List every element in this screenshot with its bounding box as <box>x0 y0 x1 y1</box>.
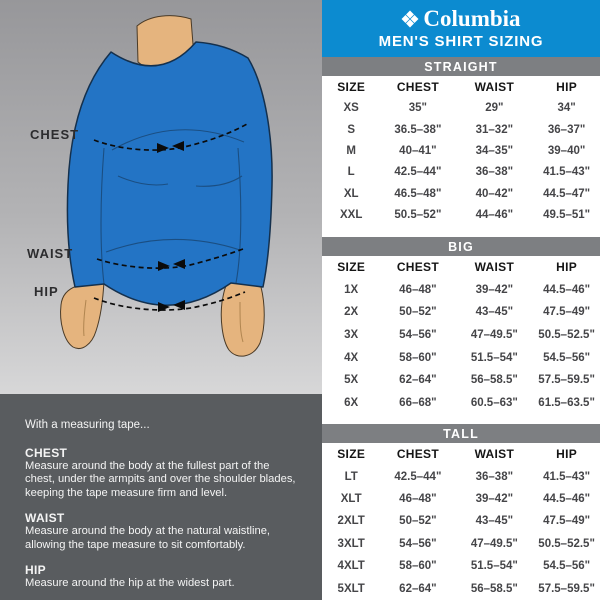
measurement-cell: 58–60" <box>399 351 437 364</box>
measurement-cell: 36–37" <box>547 123 586 136</box>
brand-header <box>322 0 600 57</box>
hip-instruction-text: Measure around the hip at the widest part. <box>25 577 235 590</box>
column-header-hip: HIP <box>556 447 578 462</box>
measurement-cell: 54.5–56" <box>543 351 591 364</box>
column-header-size: SIZE <box>337 260 366 275</box>
measurement-cell: 56–58.5" <box>470 582 518 595</box>
measurement-cell: 36–38" <box>475 470 514 483</box>
size-cell: LT <box>344 470 358 483</box>
size-cell: 2XLT <box>337 515 365 528</box>
shirt-shape <box>67 42 272 305</box>
waist-instruction <box>25 511 298 552</box>
section-bar-straight: STRAIGHT <box>322 57 600 76</box>
size-cell: L <box>347 166 355 179</box>
measurement-cell: 43–45" <box>475 515 514 528</box>
measurement-cell: 49.5–51" <box>543 209 591 222</box>
measurement-cell: 47–49.5" <box>470 537 518 550</box>
measurement-cell: 34–35" <box>475 144 514 157</box>
size-cell: 3X <box>344 328 359 341</box>
measurement-cell: 34" <box>557 102 576 115</box>
measurement-cell: 39–42" <box>475 493 514 506</box>
sizing-tables-column <box>322 0 600 600</box>
size-cell: 6X <box>344 396 359 409</box>
measurement-cell: 46–48" <box>399 493 437 506</box>
column-header-size: SIZE <box>337 447 366 462</box>
size-cell: 4XLT <box>337 560 365 573</box>
shirt-measurement-illustration <box>0 0 322 394</box>
measurement-cell: 36–38" <box>475 166 514 179</box>
size-table-big <box>322 256 600 414</box>
column-header-chest: CHEST <box>396 260 439 275</box>
chest-instruction <box>25 446 298 500</box>
measurement-cell: 36.5–38" <box>394 123 442 136</box>
measurement-cell: 29" <box>485 102 504 115</box>
size-cell: XS <box>343 102 359 115</box>
measurement-cell: 44–46" <box>475 209 514 222</box>
measurement-cell: 40–42" <box>475 187 514 200</box>
left-hand-shape <box>61 281 104 349</box>
measurement-cell: 58–60" <box>399 560 437 573</box>
measurement-cell: 47.5–49" <box>543 306 591 319</box>
measurement-cell: 62–64" <box>399 374 437 387</box>
section-bar-tall: TALL <box>322 424 600 443</box>
instructions-intro: With a measuring tape... <box>25 419 150 431</box>
measurement-cell: 60.5–63" <box>470 396 518 409</box>
measurement-cell: 31–32" <box>475 123 514 136</box>
size-table-tall <box>322 443 600 600</box>
measurement-figure-panel <box>0 0 322 394</box>
measurement-cell: 61.5–63.5" <box>538 396 595 409</box>
measurement-cell: 46.5–48" <box>394 187 442 200</box>
size-cell: 4X <box>344 351 359 364</box>
page-title: MEN'S SHIRT SIZING <box>378 33 544 50</box>
measurement-cell: 62–64" <box>399 582 437 595</box>
measurement-cell: 46–48" <box>399 283 437 296</box>
waist-label: WAIST <box>27 246 74 261</box>
hip-instruction-heading: HIP <box>25 563 46 578</box>
measurement-cell: 35" <box>408 102 428 115</box>
measurement-cell: 42.5–44" <box>394 470 442 483</box>
size-cell: 1X <box>344 283 359 296</box>
column-header-chest: CHEST <box>396 79 439 94</box>
size-cell: M <box>346 144 356 157</box>
measurement-cell: 51.5–54" <box>470 351 518 364</box>
column-header-hip: HIP <box>556 260 578 275</box>
size-cell: 5X <box>344 374 359 387</box>
column-header-waist: WAIST <box>474 260 515 275</box>
waist-instruction-text: Measure around the body at the natural waistline, allowing the tape measure to sit comfortably. <box>25 525 271 551</box>
table-gap <box>322 414 600 424</box>
brand-wordmark: Columbia <box>423 6 521 31</box>
measurement-cell: 44.5–47" <box>543 187 591 200</box>
chest-instruction-text: Measure around the body at the fullest part of the chest, under the armpits and over the shoulder blades, keeping the tape measure firm and level. <box>25 460 296 499</box>
size-cell: 5XLT <box>337 582 365 595</box>
measurement-cell: 56–58.5" <box>470 374 518 387</box>
size-cell: XL <box>343 187 359 200</box>
size-table-straight <box>322 76 600 226</box>
measurement-cell: 47.5–49" <box>543 515 591 528</box>
measurement-cell: 57.5–59.5" <box>538 582 595 595</box>
size-cell: 2X <box>344 306 359 319</box>
measurement-cell: 54–56" <box>399 328 437 341</box>
hip-label: HIP <box>34 284 59 299</box>
measurement-cell: 54–56" <box>399 537 437 550</box>
column-header-size: SIZE <box>337 79 366 94</box>
measurement-cell: 54.5–56" <box>543 560 591 573</box>
size-cell: XLT <box>340 493 362 506</box>
measurement-cell: 41.5–43" <box>543 470 591 483</box>
column-header-waist: WAIST <box>474 79 515 94</box>
measurement-cell: 50.5–52.5" <box>538 328 595 341</box>
size-cell: S <box>347 123 356 136</box>
measurement-cell: 50.5–52.5" <box>538 537 595 550</box>
columbia-gem-icon <box>401 10 419 28</box>
table-gap <box>322 226 600 237</box>
measurement-cell: 40–41" <box>399 144 437 157</box>
chest-instruction-heading: CHEST <box>25 446 68 460</box>
right-hand-shape <box>221 281 264 356</box>
measuring-instructions-panel <box>0 394 322 600</box>
measurement-cell: 51.5–54" <box>470 560 518 573</box>
measurement-cell: 41.5–43" <box>543 166 591 179</box>
waist-instruction-heading: WAIST <box>25 511 65 526</box>
measurement-cell: 57.5–59.5" <box>538 374 595 387</box>
measurement-cell: 50–52" <box>399 515 437 528</box>
column-header-hip: HIP <box>556 79 578 94</box>
measurement-cell: 44.5–46" <box>543 493 591 506</box>
chest-label: CHEST <box>30 127 80 142</box>
hip-instruction <box>25 563 298 590</box>
column-header-chest: CHEST <box>396 447 439 462</box>
measurement-cell: 39–40" <box>547 144 586 157</box>
measurement-cell: 44.5–46" <box>543 283 591 296</box>
size-cell: XXL <box>340 209 363 222</box>
column-header-waist: WAIST <box>474 447 515 462</box>
measurement-cell: 42.5–44" <box>394 166 442 179</box>
measurement-cell: 50–52" <box>399 306 437 319</box>
size-cell: 3XLT <box>337 537 365 550</box>
measurement-cell: 66–68" <box>399 396 437 409</box>
measurement-cell: 39–42" <box>475 283 514 296</box>
brand-logo-row <box>401 7 520 30</box>
section-bar-big: BIG <box>322 237 600 256</box>
measurement-cell: 43–45" <box>475 306 514 319</box>
measurement-cell: 50.5–52" <box>394 209 442 222</box>
measurement-cell: 47–49.5" <box>470 328 518 341</box>
